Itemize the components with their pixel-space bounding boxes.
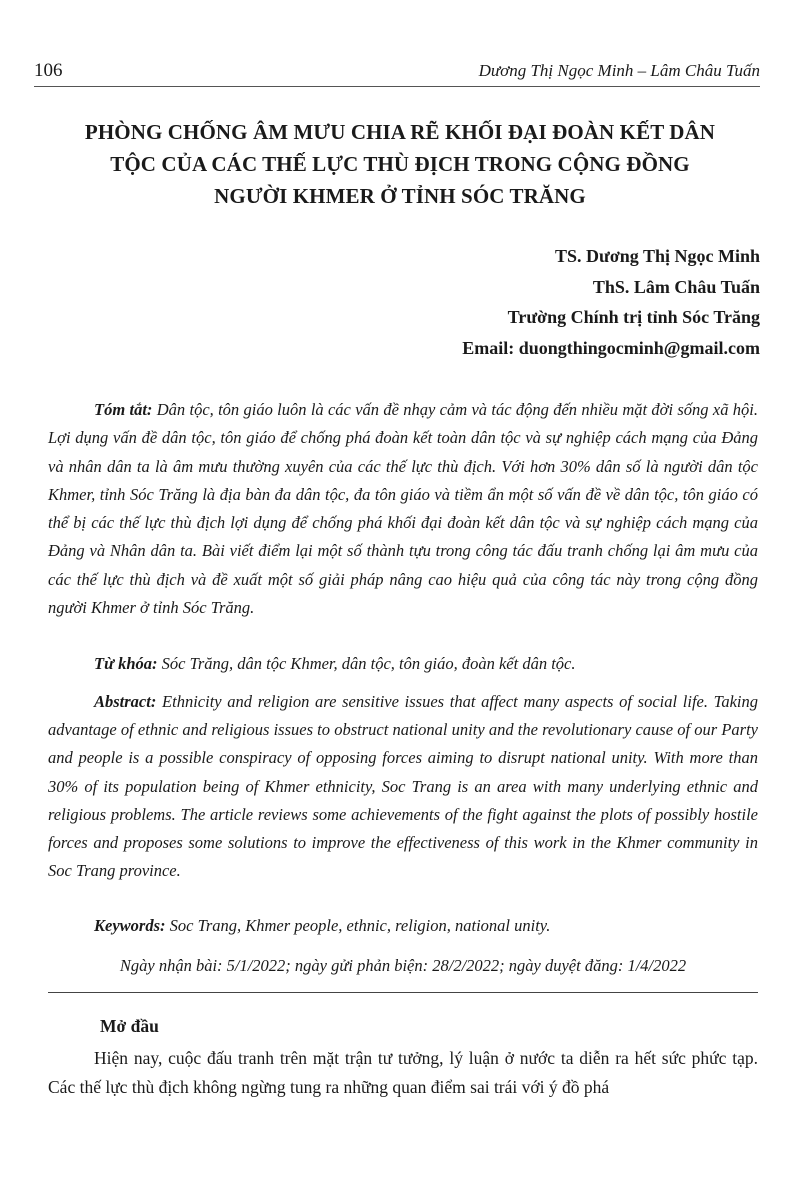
article-title [60,116,740,212]
keywords-en-label: Keywords: [94,916,166,935]
author-affiliation: Trường Chính trị tỉnh Sóc Trăng [507,307,760,327]
abstract-vi-label: Tóm tắt: [94,400,153,419]
title-line: NGƯỜI KHMER Ở TỈNH SÓC TRĂNG [214,184,586,208]
author-block [462,241,760,363]
title-line: PHÒNG CHỐNG ÂM MƯU CHIA RẼ KHỐI ĐẠI ĐOÀN KẾT DÂN [84,120,716,144]
author-name: TS. Dương Thị Ngọc Minh [555,246,760,266]
keywords-vietnamese [48,650,758,678]
abstract-en-text: Ethnicity and religion are sensitive issues that affect many aspects of social life. Taking advantage of ethnic and religious issues to obstruct national unity and the revolutionary cause of our Party and people is a possible conspiracy of opposing forces aiming to disrupt national unity. With more than 30% of its population being of Khmer ethnicity, Soc Trang is an area with many underlying ethnic and religious problems. The article reviews some achievements of the fight against the plots of possibly hostile forces and proposes some solutions to improve the effectiveness of this work in the Khmer community in Soc Trang province. [48,692,758,881]
abstract-vi-text: Dân tộc, tôn giáo luôn là các vấn đề nhạy cảm và tác động đến nhiều mặt đời sống xã hội. Lợi dụng vấn đề dân tộc, tôn giáo để chống phá đoàn kết toàn dân tộc và sự nghiệp cách mạng của Đảng và nhân dân ta là âm mưu thường xuyên của các thế lực thù địch. Với hơn 30% dân số là người dân tộc Khmer, tỉnh Sóc Trăng là địa bàn đa dân tộc, đa tôn giáo và tiềm ẩn một số vấn đề về dân tộc, tôn giáo có thể bị các thế lực thù địch lợi dụng để chống phá khối đại đoàn kết dân tộc và sự nghiệp cách mạng của Đảng và Nhân dân ta. Bài viết điểm lại một số thành tựu trong công tác đấu tranh chống lại âm mưu của các thế lực thù địch và đề xuất một số giải pháp nâng cao hiệu quả của công tác này trong cộng đồng người Khmer ở tỉnh Sóc Trăng. [48,400,758,618]
abstract-vietnamese [48,396,758,622]
abstract-english [48,688,758,885]
submission-dates: Ngày nhận bài: 5/1/2022; ngày gửi phản biện: 28/2/2022; ngày duyệt đăng: 1/4/2022 [119,956,687,975]
abstract-en-label: Abstract: [94,692,157,711]
keywords-vi-text: Sóc Trăng, dân tộc Khmer, dân tộc, tôn giáo, đoàn kết dân tộc. [157,654,576,673]
section-body: Hiện nay, cuộc đấu tranh trên mặt trận tư tưởng, lý luận ở nước ta diễn ra hết sức phức tạp. Các thế lực thù địch không ngừng tung ra những quan điểm sai trái với ý đồ phá [48,1048,758,1097]
running-header [34,58,760,87]
section-heading: Mở đầu [100,1016,159,1036]
section-divider [48,992,758,993]
running-authors: Dương Thị Ngọc Minh – Lâm Châu Tuấn [478,61,760,80]
author-name: ThS. Lâm Châu Tuấn [592,276,760,297]
keywords-english [48,912,758,940]
keywords-en-text: Soc Trang, Khmer people, ethnic, religion, national unity. [165,916,551,935]
author-email: Email: duongthingocminh@gmail.com [462,337,760,358]
page-number: 106 [34,60,63,81]
title-line: TỘC CỦA CÁC THẾ LỰC THÙ ĐỊCH TRONG CỘNG ĐỒNG [110,152,690,176]
keywords-vi-label: Từ khóa: [94,654,158,673]
